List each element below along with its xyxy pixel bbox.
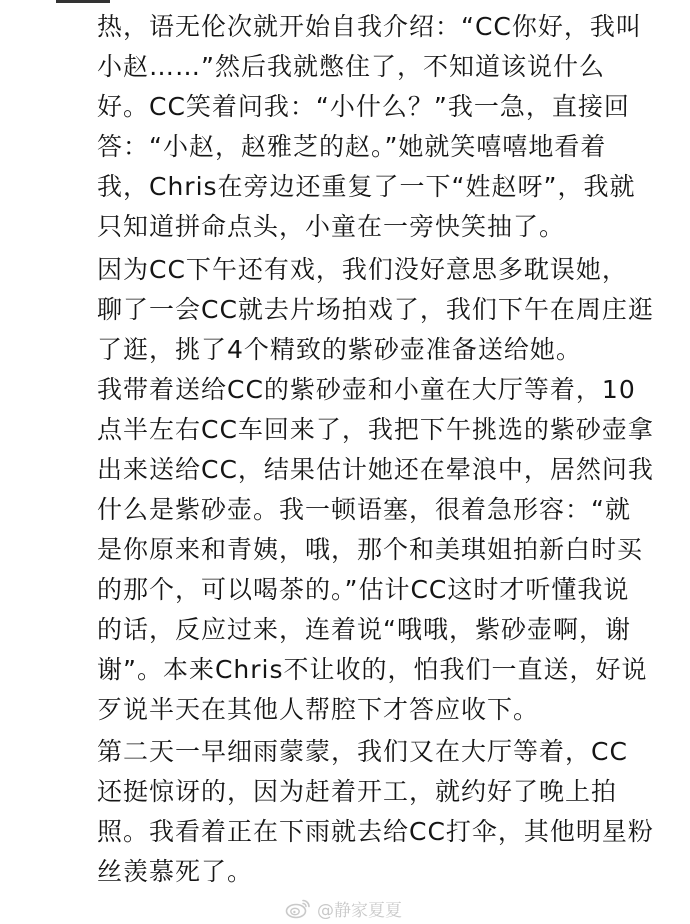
text-line: 出来送给CC，结果估计她还在晕浪中，居然问我 (97, 455, 654, 484)
text-line: 小赵……”然后我就憋住了，不知道该说什么 (97, 52, 605, 81)
text-line: 我带着送给CC的紫砂壶和小童在大厅等着，10 (97, 375, 636, 404)
text-line: 聊了一会CC就去片场拍戏了，我们下午在周庄逛 (97, 295, 654, 324)
text-line: 歹说半天在其他人帮腔下才答应收下。 (97, 695, 540, 724)
text-line: 答：“小赵，赵雅芝的赵。”她就笑嘻嘻地看着 (97, 132, 607, 161)
weibo-watermark (285, 895, 402, 921)
text-line: 好。CC笑着问我：“小什么？”我一急，直接回 (97, 92, 630, 121)
text-line: 什么是紫砂壶。我一顿语塞，很着急形容：“就 (97, 495, 631, 524)
text-line: 了逛，挑了4个精致的紫砂壶准备送给她。 (97, 335, 582, 364)
text-line: 第二天一早细雨蒙蒙，我们又在大厅等着，CC (97, 737, 628, 766)
text-line: 我，Chris在旁边还重复了一下“姓赵呀”，我就 (97, 172, 636, 201)
text-line: 的那个，可以喝茶的。”估计CC这时才听懂我说 (97, 575, 630, 604)
text-line: 是你原来和青姨，哦，那个和美琪姐拍新白时买 (97, 535, 644, 564)
watermark-handle[interactable]: @静家夏夏 (317, 900, 402, 921)
text-line: 的话，反应过来，连着说“哦哦，紫砂壶啊，谢 (97, 615, 631, 644)
text-line: 因为CC下午还有戏，我们没好意思多耽误她， (97, 255, 628, 284)
text-line: 热，语无伦次就开始自我介绍：“CC你好，我叫 (97, 12, 642, 41)
text-line: 点半左右CC车回来了，我把下午挑选的紫砂壶拿 (97, 415, 654, 444)
weibo-logo-icon (285, 897, 311, 919)
text-line: 谢”。本来Chris不让收的，怕我们一直送，好说 (97, 655, 648, 684)
text-line: 还挺惊讶的，因为赶着开工，就约好了晚上拍 (97, 777, 618, 806)
text-line: 丝羡慕死了。 (97, 857, 254, 886)
text-line: 只知道拼命点头，小童在一旁快笑抽了。 (97, 212, 566, 241)
text-line: 照。我看着正在下雨就去给CC打伞，其他明星粉 (97, 817, 654, 846)
